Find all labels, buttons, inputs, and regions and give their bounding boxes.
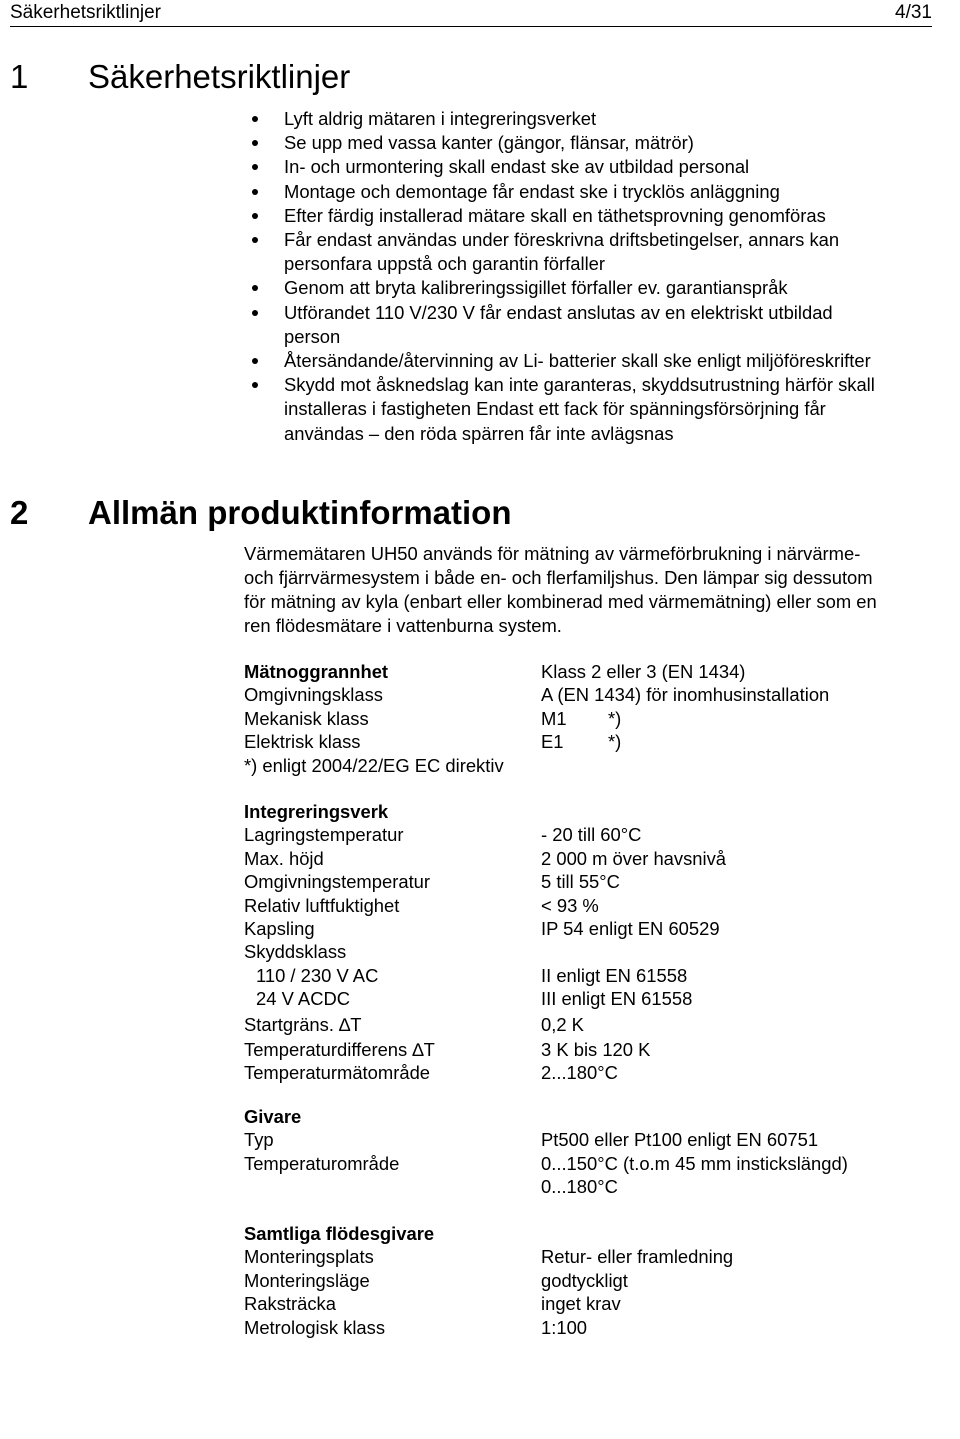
spec-value: II enligt EN 61558: [541, 964, 688, 986]
spec-value: godtyckligt: [541, 1269, 628, 1291]
bullet-text: Efter färdig installerad mätare skall en täthetsprovning genomföras: [284, 204, 826, 226]
spec-value: A (EN 1434) för inomhusinstallation: [541, 684, 830, 706]
spec-label: Skyddsklass: [244, 941, 347, 963]
spec-row: [244, 987, 693, 1010]
spec-value: M1: [541, 707, 567, 729]
spec-label: Metrologisk klass: [244, 1316, 386, 1338]
spec-value: inget krav: [541, 1293, 621, 1315]
spec-row: [244, 1061, 618, 1084]
intro-line: Värmemätaren UH50 används för mätning av värmeförbrukning i närvärme-: [244, 543, 861, 564]
spec-value: < 93 %: [541, 894, 599, 916]
bullet-icon: [252, 140, 258, 146]
bullet-item: [244, 228, 944, 276]
bullet-icon: [252, 237, 258, 243]
spec-row: [244, 1013, 584, 1036]
page-number: 4/31: [895, 2, 932, 23]
bullet-text: användas – den röda spärren får inte avlägsnas: [284, 422, 674, 444]
section-1-heading: [10, 57, 350, 97]
spec-footnote-marker: *): [608, 731, 622, 753]
spec-row: [244, 917, 720, 940]
section-1-number: 1: [10, 58, 29, 95]
spec-row: [244, 1269, 628, 1292]
bullet-text: Genom att bryta kalibreringssigillet förfaller ev. garantianspråk: [284, 277, 788, 299]
sensor-heading: Givare: [244, 1106, 302, 1127]
bullet-item: [244, 204, 944, 228]
spec-value: 0...150°C (t.o.m 45 mm instickslängd): [541, 1152, 848, 1174]
bullet-text: Skydd mot åsknedslag kan inte garanteras, skyddsutrustning härför skall: [284, 374, 875, 396]
sensor-spec-table: [244, 1105, 848, 1199]
integrator-spec-table: [244, 800, 727, 1085]
spec-row: [244, 1128, 819, 1151]
spec-row: [244, 894, 599, 917]
safety-bullet-list: [244, 107, 944, 446]
intro-line: ren flödesmätare i vattenburna system.: [244, 615, 562, 636]
spec-value: III enligt EN 61558: [541, 988, 693, 1010]
spec-label: 110 / 230 V AC: [256, 964, 379, 986]
spec-row: [244, 1175, 618, 1198]
footnote: *) enligt 2004/22/EG EC direktiv: [244, 754, 504, 776]
spec-row: [244, 1245, 734, 1268]
spec-label: Mätnoggrannhet: [244, 661, 389, 682]
bullet-item: [244, 131, 944, 155]
spec-label: Monteringsläge: [244, 1269, 370, 1291]
spec-label: Kapsling: [244, 917, 315, 939]
spec-value: E1: [541, 731, 564, 753]
bullet-icon: [252, 164, 258, 170]
spec-row: [244, 870, 620, 893]
spec-label: 24 V ACDC: [256, 988, 351, 1010]
bullet-text: personfara uppstå och garantin förfaller: [284, 253, 606, 275]
bullet-icon: [252, 285, 258, 291]
spec-row: [244, 940, 388, 963]
intro-line: och fjärrvärmesystem i både en- och flerfamiljshus. Den lämpar sig dessutom: [244, 567, 873, 588]
spec-label: Monteringsplats: [244, 1246, 374, 1268]
bullet-text: Se upp med vassa kanter (gängor, flänsar, mätrör): [284, 132, 694, 154]
section-1-title: Säkerhetsriktlinjer: [88, 58, 351, 95]
spec-footnote-marker: *): [608, 707, 622, 729]
bullet-icon: [252, 310, 258, 316]
section-2-title: Allmän produktinformation: [88, 494, 512, 531]
spec-label: Startgräns. ∆T: [244, 1013, 362, 1035]
section-2-number: 2: [10, 494, 29, 531]
bullet-text: Montage och demontage får endast ske i trycklös anläggning: [284, 180, 780, 202]
bullet-text: person: [284, 325, 341, 347]
spec-row: [244, 823, 642, 846]
spec-value: Pt500 eller Pt100 enligt EN 60751: [541, 1129, 819, 1151]
spec-value: 2...180°C: [541, 1062, 618, 1084]
spec-label: Temperaturdifferens ∆T: [244, 1038, 435, 1060]
spec-row: [244, 1038, 651, 1061]
integrator-heading: Integreringsverk: [244, 801, 389, 822]
spec-value: 3 K bis 120 K: [541, 1038, 651, 1060]
bullet-text: installeras i fastigheten Endast ett fack för spänningsförsörjning får: [284, 398, 826, 420]
flow-sensor-spec-table: [244, 1222, 734, 1339]
bullet-icon: [252, 116, 258, 122]
spec-label: Elektrisk klass: [244, 731, 361, 753]
spec-row: [244, 1152, 848, 1175]
spec-value: Klass 2 eller 3 (EN 1434): [541, 661, 746, 682]
spec-value: IP 54 enligt EN 60529: [541, 917, 720, 939]
spec-value: 0...180°C: [541, 1176, 618, 1198]
intro-line: för mätning av kyla (enbart eller kombinerad med värmemätning) eller som en: [244, 591, 877, 612]
bullet-icon: [252, 358, 258, 364]
bullet-text: Återsändande/återvinning av Li- batterier skall ske enligt miljöföreskrifter: [284, 350, 871, 372]
spec-label: Raksträcka: [244, 1293, 336, 1315]
bullet-item: [244, 349, 944, 373]
bullet-icon: [252, 213, 258, 219]
section-2-heading: [10, 493, 512, 533]
spec-value: Retur- eller framledning: [541, 1246, 734, 1268]
bullet-text: In- och urmontering skall endast ske av utbildad personal: [284, 156, 750, 178]
spec-value: - 20 till 60°C: [541, 824, 642, 846]
spec-row: [244, 1316, 588, 1339]
bullet-text: Får endast användas under föreskrivna driftsbetingelser, annars kan: [284, 229, 840, 251]
spec-value: 1:100: [541, 1316, 588, 1338]
bullet-icon: [252, 189, 258, 195]
spec-label: Max. höjd: [244, 847, 324, 869]
bullet-item: [244, 155, 944, 179]
bullet-icon: [252, 382, 258, 388]
spec-label: Relativ luftfuktighet: [244, 894, 400, 916]
spec-label: Typ: [244, 1129, 274, 1151]
spec-value: 2 000 m över havsnivå: [541, 847, 727, 869]
spec-label: Omgivningsklass: [244, 684, 383, 706]
spec-label: Temperaturområde: [244, 1152, 400, 1174]
page-header: [10, 0, 932, 27]
spec-label: Mekanisk klass: [244, 707, 369, 729]
bullet-item: [244, 107, 944, 131]
spec-row: [244, 964, 688, 987]
bullet-item: [244, 276, 944, 300]
bullet-text: Lyft aldrig mätaren i integreringsverket: [284, 108, 597, 129]
spec-row: [244, 847, 727, 870]
spec-value: 0,2 K: [541, 1013, 584, 1035]
spec-row: [244, 1292, 621, 1315]
spec-label: Lagringstemperatur: [244, 824, 404, 846]
spec-label: Temperaturmätområde: [244, 1062, 431, 1084]
flow-sensor-heading: Samtliga flödesgivare: [244, 1223, 435, 1244]
running-title: Säkerhetsriktlinjer: [10, 2, 161, 23]
spec-label: Omgivningstemperatur: [244, 871, 431, 893]
bullet-text: Utförandet 110 V/230 V får endast anslutas av en elektriskt utbildad: [284, 301, 833, 323]
bullet-item: [244, 373, 944, 446]
product-intro-paragraph: [244, 542, 956, 638]
bullet-item: [244, 180, 944, 204]
spec-value: 5 till 55°C: [541, 871, 620, 893]
bullet-item: [244, 301, 944, 349]
